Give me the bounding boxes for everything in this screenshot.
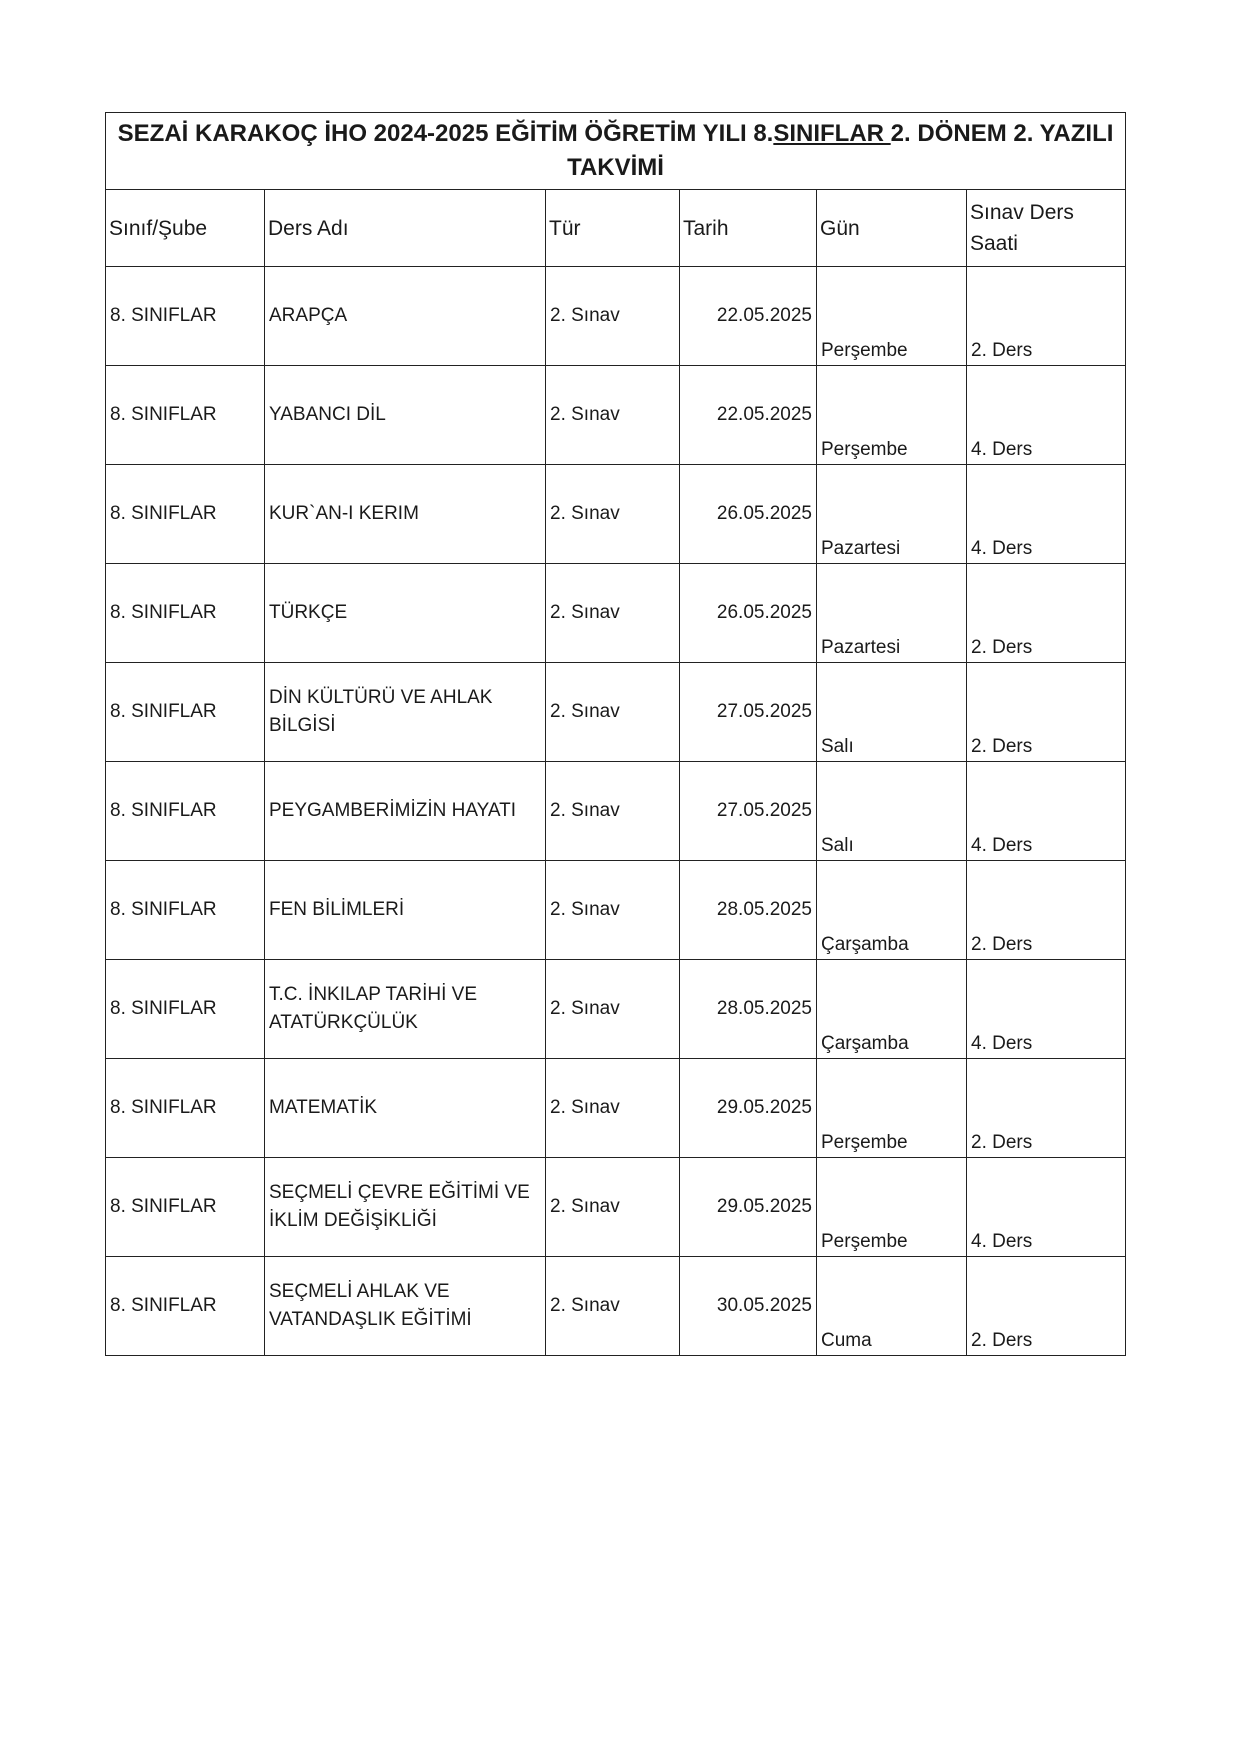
table-body bbox=[106, 267, 1126, 1356]
cell-sinif: 8. SINIFLAR bbox=[106, 762, 265, 861]
table-row bbox=[106, 465, 1126, 564]
cell-gun: Salı bbox=[817, 762, 967, 861]
cell-tur: 2. Sınav bbox=[546, 267, 680, 366]
cell-tur: 2. Sınav bbox=[546, 663, 680, 762]
cell-sinif: 8. SINIFLAR bbox=[106, 1158, 265, 1257]
table-row bbox=[106, 762, 1126, 861]
cell-saat: 2. Ders bbox=[967, 861, 1126, 960]
cell-sinif: 8. SINIFLAR bbox=[106, 465, 265, 564]
cell-saat: 2. Ders bbox=[967, 1257, 1126, 1356]
cell-sinif: 8. SINIFLAR bbox=[106, 366, 265, 465]
cell-tur: 2. Sınav bbox=[546, 564, 680, 663]
cell-sinif: 8. SINIFLAR bbox=[106, 663, 265, 762]
cell-saat: 4. Ders bbox=[967, 366, 1126, 465]
cell-gun: Perşembe bbox=[817, 1158, 967, 1257]
cell-ders: KUR`AN-I KERIM bbox=[265, 465, 546, 564]
cell-gun: Çarşamba bbox=[817, 960, 967, 1059]
cell-ders: FEN BİLİMLERİ bbox=[265, 861, 546, 960]
cell-saat: 2. Ders bbox=[967, 564, 1126, 663]
cell-tarih: 22.05.2025 bbox=[680, 267, 817, 366]
cell-saat: 4. Ders bbox=[967, 960, 1126, 1059]
cell-tur: 2. Sınav bbox=[546, 762, 680, 861]
header-saat: Sınav Ders Saati bbox=[967, 190, 1126, 267]
title-underlined: SINIFLAR bbox=[773, 120, 891, 147]
cell-ders: SEÇMELİ ÇEVRE EĞİTİMİ VE İKLİM DEĞİŞİKLİĞİ bbox=[265, 1158, 546, 1257]
cell-gun: Pazartesi bbox=[817, 564, 967, 663]
header-tur: Tür bbox=[546, 190, 680, 267]
table-row bbox=[106, 663, 1126, 762]
cell-sinif: 8. SINIFLAR bbox=[106, 861, 265, 960]
table-row bbox=[106, 1158, 1126, 1257]
cell-tarih: 27.05.2025 bbox=[680, 663, 817, 762]
cell-tur: 2. Sınav bbox=[546, 1059, 680, 1158]
title-part-1: SEZAİ KARAKOÇ İHO 2024-2025 EĞİTİM ÖĞRETİM YILI 8. bbox=[117, 120, 774, 147]
table-row bbox=[106, 1257, 1126, 1356]
cell-ders: SEÇMELİ AHLAK VE VATANDAŞLIK EĞİTİMİ bbox=[265, 1257, 546, 1356]
cell-tarih: 28.05.2025 bbox=[680, 960, 817, 1059]
cell-sinif: 8. SINIFLAR bbox=[106, 1059, 265, 1158]
header-tarih: Tarih bbox=[680, 190, 817, 267]
table-row bbox=[106, 267, 1126, 366]
exam-schedule-document bbox=[105, 112, 1125, 1356]
table-row bbox=[106, 960, 1126, 1059]
cell-gun: Salı bbox=[817, 663, 967, 762]
cell-tur: 2. Sınav bbox=[546, 1158, 680, 1257]
cell-tur: 2. Sınav bbox=[546, 861, 680, 960]
cell-gun: Cuma bbox=[817, 1257, 967, 1356]
cell-tarih: 22.05.2025 bbox=[680, 366, 817, 465]
cell-tur: 2. Sınav bbox=[546, 1257, 680, 1356]
document-title bbox=[106, 113, 1126, 190]
header-gun: Gün bbox=[817, 190, 967, 267]
cell-tarih: 29.05.2025 bbox=[680, 1158, 817, 1257]
cell-saat: 2. Ders bbox=[967, 1059, 1126, 1158]
cell-ders: TÜRKÇE bbox=[265, 564, 546, 663]
cell-gun: Perşembe bbox=[817, 1059, 967, 1158]
exam-schedule-table bbox=[105, 112, 1126, 1356]
cell-gun: Perşembe bbox=[817, 267, 967, 366]
header-row bbox=[106, 190, 1126, 267]
cell-tarih: 26.05.2025 bbox=[680, 465, 817, 564]
cell-ders: YABANCI DİL bbox=[265, 366, 546, 465]
cell-saat: 2. Ders bbox=[967, 663, 1126, 762]
table-row bbox=[106, 1059, 1126, 1158]
cell-ders: ARAPÇA bbox=[265, 267, 546, 366]
cell-saat: 4. Ders bbox=[967, 762, 1126, 861]
cell-tarih: 30.05.2025 bbox=[680, 1257, 817, 1356]
table-row bbox=[106, 861, 1126, 960]
cell-saat: 4. Ders bbox=[967, 1158, 1126, 1257]
cell-gun: Perşembe bbox=[817, 366, 967, 465]
cell-tarih: 29.05.2025 bbox=[680, 1059, 817, 1158]
cell-saat: 2. Ders bbox=[967, 267, 1126, 366]
cell-tarih: 26.05.2025 bbox=[680, 564, 817, 663]
cell-ders: MATEMATİK bbox=[265, 1059, 546, 1158]
table-row bbox=[106, 366, 1126, 465]
header-ders: Ders Adı bbox=[265, 190, 546, 267]
title-part-2: 2. DÖNEM 2. YAZILI TAKVİMİ bbox=[567, 120, 1114, 181]
cell-sinif: 8. SINIFLAR bbox=[106, 1257, 265, 1356]
cell-tarih: 28.05.2025 bbox=[680, 861, 817, 960]
cell-ders: T.C. İNKILAP TARİHİ VE ATATÜRKÇÜLÜK bbox=[265, 960, 546, 1059]
cell-ders: PEYGAMBERİMİZİN HAYATI bbox=[265, 762, 546, 861]
cell-ders: DİN KÜLTÜRÜ VE AHLAK BİLGİSİ bbox=[265, 663, 546, 762]
cell-tur: 2. Sınav bbox=[546, 366, 680, 465]
cell-tur: 2. Sınav bbox=[546, 465, 680, 564]
cell-sinif: 8. SINIFLAR bbox=[106, 960, 265, 1059]
cell-tur: 2. Sınav bbox=[546, 960, 680, 1059]
cell-sinif: 8. SINIFLAR bbox=[106, 267, 265, 366]
table-row bbox=[106, 564, 1126, 663]
cell-gun: Çarşamba bbox=[817, 861, 967, 960]
cell-sinif: 8. SINIFLAR bbox=[106, 564, 265, 663]
header-sinif: Sınıf/Şube bbox=[106, 190, 265, 267]
cell-saat: 4. Ders bbox=[967, 465, 1126, 564]
cell-tarih: 27.05.2025 bbox=[680, 762, 817, 861]
cell-gun: Pazartesi bbox=[817, 465, 967, 564]
